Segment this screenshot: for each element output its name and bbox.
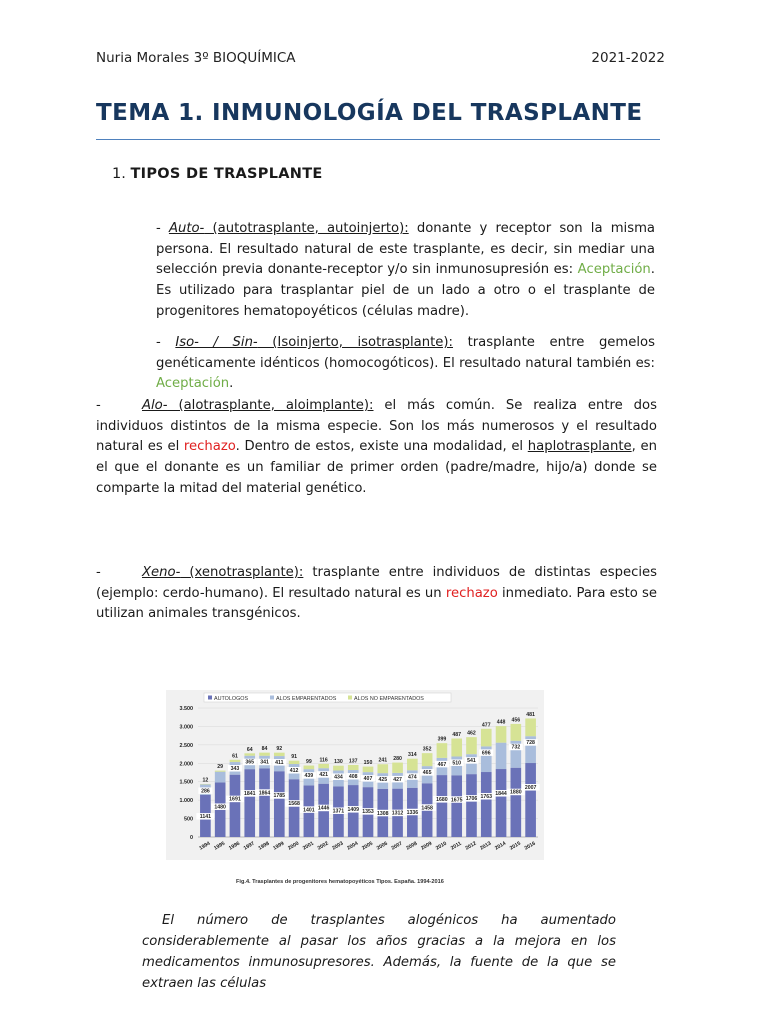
x-tick-label: 2005 (361, 840, 374, 852)
bar-noemp (437, 743, 448, 758)
bar-noemp (289, 761, 300, 764)
x-tick-label: 2002 (316, 840, 330, 852)
x-tick-label: 1997 (242, 840, 256, 852)
section-number: 1. (112, 166, 126, 182)
bar-auto (289, 779, 300, 837)
value-label-noemp: 352 (422, 746, 432, 753)
x-tick-label: 2000 (287, 840, 301, 852)
value-label-auto: 1336 (406, 809, 419, 816)
title-underline (96, 139, 660, 140)
value-label-auto: 1568 (288, 801, 300, 808)
bar-auto (230, 775, 241, 837)
value-label-noemp: 29 (217, 764, 224, 771)
x-tick-label: 1999 (272, 840, 286, 852)
y-tick-label: 2.500 (179, 742, 193, 749)
value-label-emp: 365 (245, 759, 255, 766)
value-label-noemp: 481 (526, 711, 535, 718)
bar-noemp (451, 739, 462, 757)
x-tick-label: 2007 (390, 840, 404, 852)
value-label-emp: 467 (437, 761, 447, 768)
x-tick-label: 1998 (257, 840, 271, 852)
legend-label-0: AUTOLOGOS (214, 695, 249, 702)
value-label-noemp: 456 (511, 717, 521, 724)
value-label-emp: 696 (481, 750, 491, 757)
auto-term: Auto- (168, 221, 205, 236)
legend-label-2: ALOS NO EMPARENTADOS (354, 695, 424, 702)
alo-paragraph (96, 396, 657, 500)
iso-text-2: . (229, 376, 234, 392)
value-label-emp: 407 (363, 776, 373, 783)
auto-paragraph (156, 219, 655, 323)
bar-auto (244, 769, 255, 837)
value-label-auto: 1864 (258, 790, 271, 797)
xeno-term: Xeno- (142, 565, 181, 580)
value-label-emp: 411 (275, 760, 284, 767)
bar-noemp (496, 726, 507, 743)
alo-text-1: el más común. Se realiza entre dos individuos distintos de la misma especie. Son los más numerosos y el resultado natural es el (96, 398, 657, 455)
xeno-dash: - (96, 565, 101, 580)
value-label-noemp: 64 (246, 746, 253, 753)
header-author: Nuria Morales 3º BIOQUÍMICA (96, 50, 296, 66)
x-tick-label: 2004 (346, 840, 360, 852)
bar-auto (511, 768, 522, 837)
value-label-noemp: 84 (261, 746, 268, 753)
value-label-auto: 1691 (229, 796, 241, 803)
x-tick-label: 2016 (523, 840, 537, 852)
bar-noemp (466, 737, 477, 754)
bar-auto (274, 771, 285, 837)
value-label-auto: 1312 (391, 810, 404, 817)
value-label-noemp: 137 (348, 758, 358, 765)
value-label-auto: 1706 (465, 796, 478, 803)
value-label-auto: 2007 (524, 785, 537, 792)
value-label-emp: 732 (511, 744, 521, 751)
value-label-emp: 541 (467, 758, 476, 765)
alo-synonyms: (alotrasplante, aloimplante): (167, 398, 374, 413)
iso-synonyms: (Isoinjerto, isotrasplante): (257, 335, 453, 350)
value-label-emp: 341 (260, 759, 269, 766)
y-tick-label: 3.500 (179, 706, 193, 712)
value-label-noemp: 130 (334, 759, 343, 766)
page-title: TEMA 1. INMUNOLOGÍA DEL TRASPLANTE (96, 100, 643, 126)
value-label-auto: 1480 (214, 804, 226, 811)
value-label-emp: 427 (393, 776, 402, 783)
bar-noemp (392, 763, 403, 773)
value-label-emp: 412 (289, 768, 299, 775)
value-label-auto: 1446 (317, 805, 330, 812)
alo-text-3: , en el que el donante es un familiar de primer orden (padre/madre, hijo/a) donde se comparte la mitad del material genético. (96, 439, 657, 496)
value-label-auto: 1841 (243, 791, 256, 798)
bar-auto (525, 763, 536, 837)
bar-noemp (274, 753, 285, 756)
value-label-noemp: 487 (452, 732, 462, 739)
x-tick-label: 2009 (420, 840, 434, 852)
iso-term-group (175, 335, 453, 350)
value-label-noemp: 448 (496, 719, 506, 726)
value-label-emp: 408 (348, 774, 358, 781)
alo-dash: - (96, 398, 101, 413)
x-tick-label: 2015 (508, 840, 522, 852)
value-label-emp: 434 (334, 774, 343, 781)
legend-swatch-2 (348, 696, 352, 700)
x-tick-label: 2012 (464, 840, 478, 852)
value-label-noemp: 399 (437, 736, 447, 743)
value-label-noemp: 462 (467, 730, 476, 737)
value-label-auto: 1141 (199, 814, 212, 821)
value-label-emp: 343 (230, 766, 240, 773)
legend-swatch-1 (270, 696, 274, 700)
bar-auto (259, 768, 270, 837)
iso-term: Iso- / Sin- (175, 335, 258, 350)
value-label-emp: 474 (408, 774, 417, 781)
bar-noemp (304, 766, 315, 770)
x-tick-label: 2011 (449, 840, 463, 852)
value-label-noemp: 241 (378, 757, 388, 764)
iso-text-1: trasplante entre gemelos genéticamente idénticos (homocogóticos). El resultado natural también es: (156, 335, 655, 371)
x-tick-label: 2014 (494, 840, 508, 852)
chart-svg (166, 690, 544, 888)
xeno-term-group (142, 565, 303, 580)
value-label-auto: 1680 (436, 797, 448, 804)
alo-text-2: . Dentro de estos, existe una modalidad, el (235, 439, 528, 455)
xeno-synonyms: (xenotrasplante): (180, 565, 304, 580)
value-label-noemp: 280 (393, 756, 402, 763)
value-label-noemp: 314 (408, 752, 417, 759)
x-tick-label: 2003 (331, 840, 345, 852)
section-title: TIPOS DE TRASPLANTE (130, 166, 323, 182)
value-label-auto: 1844 (495, 791, 507, 798)
xeno-result: rechazo (445, 585, 498, 601)
y-tick-label: 1.500 (179, 779, 193, 786)
transplant-chart (166, 690, 544, 888)
value-label-emp: 465 (422, 770, 432, 777)
value-label-noemp: 99 (305, 759, 312, 766)
bar-noemp (215, 771, 226, 772)
bar-emp (496, 743, 507, 769)
x-tick-label: 2001 (301, 840, 315, 852)
bar-auto (466, 774, 477, 837)
y-tick-label: 1.000 (179, 798, 193, 805)
x-tick-label: 2013 (479, 840, 493, 852)
value-label-noemp: 477 (481, 722, 491, 729)
chart-caption: Fig.4. Trasplantes de progenitores hematopoyéticos Tipos. España. 1994-2016 (236, 879, 444, 885)
y-tick-label: 500 (184, 816, 193, 823)
auto-text-1: donante y receptor son la misma persona. El resultado natural de este trasplante, es decir, sin mediar una selección previa donante-receptor y/o sin inmunosupresión es: (156, 221, 656, 278)
bar-noemp (333, 766, 344, 771)
bar-noemp (377, 764, 388, 773)
bar-auto (481, 772, 492, 837)
value-label-auto: 1371 (332, 808, 345, 815)
value-label-emp: 425 (378, 777, 388, 784)
value-label-emp: 286 (201, 788, 210, 795)
value-label-auto: 1763 (480, 794, 493, 801)
bar-noemp (363, 767, 374, 773)
bar-noemp (348, 765, 359, 770)
value-label-noemp: 91 (291, 754, 297, 761)
bar-noemp (422, 753, 433, 766)
value-label-auto: 1880 (510, 789, 522, 796)
alo-term-group (142, 398, 374, 413)
y-tick-label: 2.000 (179, 761, 193, 768)
bar-auto (437, 775, 448, 837)
legend-label-1: ALOS EMPARENTADOS (276, 695, 337, 702)
bar-noemp (525, 718, 536, 736)
bar-noemp (407, 759, 418, 771)
xeno-paragraph (96, 563, 657, 625)
x-tick-label: 1994 (198, 840, 212, 852)
value-label-emp: 421 (319, 772, 328, 779)
auto-synonyms: (autotrasplante, autoinjerto): (204, 221, 409, 236)
value-label-noemp: 116 (319, 757, 328, 764)
x-tick-label: 2008 (405, 840, 419, 852)
value-label-auto: 1458 (421, 805, 433, 812)
bar-noemp (244, 753, 255, 755)
auto-text-2: . Es utilizado para trasplantar piel de un lado a otro o el trasplante de progenitores hematopoyéticos (células madre). (156, 262, 655, 319)
alo-haplo-term: haplotrasplante (527, 439, 632, 455)
x-tick-label: 2010 (434, 840, 448, 852)
y-tick-label: 0 (190, 835, 193, 841)
value-label-emp: 439 (304, 773, 314, 780)
y-tick-label: 3.000 (179, 724, 193, 731)
conclusion-paragraph (142, 910, 616, 994)
alo-result: rechazo (183, 439, 236, 455)
value-label-auto: 1675 (450, 797, 463, 804)
auto-term-group (169, 221, 409, 236)
bar-auto (451, 775, 462, 837)
x-tick-label: 1995 (213, 840, 227, 852)
chart-legend (204, 693, 451, 702)
x-tick-label: 1996 (227, 840, 241, 852)
xeno-text-1: trasplante entre individuos de distintas especies (ejemplo: cerdo-humano). El resultado natural es un (96, 565, 658, 601)
section-heading (112, 166, 323, 182)
iso-result: Aceptación (156, 376, 230, 392)
auto-result: Aceptación (577, 262, 651, 278)
value-label-auto: 1409 (347, 807, 359, 814)
auto-dash: - (156, 221, 169, 236)
value-label-emp: 728 (526, 740, 535, 747)
iso-dash: - (156, 335, 176, 350)
iso-paragraph (156, 333, 655, 395)
header-year: 2021-2022 (591, 50, 665, 66)
value-label-noemp: 150 (363, 760, 373, 767)
conclusion-text: El número de trasplantes alogénicos ha aumentado considerablemente al pasar los años gracias a la mejora en los medicamentos inmunosupresores. Además, la fuente de la que se extraen las células (142, 913, 616, 991)
value-label-auto: 1308 (377, 810, 389, 817)
alo-term: Alo- (142, 398, 168, 413)
value-label-auto: 1785 (273, 793, 286, 800)
bar-noemp (318, 764, 329, 768)
bar-noemp (511, 724, 522, 741)
value-label-noemp: 92 (276, 746, 283, 753)
value-label-auto: 1401 (303, 807, 315, 814)
bar-noemp (230, 760, 241, 762)
value-label-emp: 510 (452, 760, 462, 767)
bar-auto (496, 769, 507, 837)
value-label-auto: 1353 (362, 809, 374, 816)
bar-noemp (481, 729, 492, 747)
xeno-text-2: inmediato. Para esto se utilizan animales transgénicos. (96, 585, 657, 622)
legend-swatch-0 (208, 696, 212, 700)
value-label-noemp: 61 (232, 753, 238, 760)
bar-emp (215, 772, 226, 783)
bar-noemp (259, 753, 270, 756)
x-tick-label: 2006 (375, 840, 389, 852)
value-label-noemp: 12 (202, 777, 209, 784)
